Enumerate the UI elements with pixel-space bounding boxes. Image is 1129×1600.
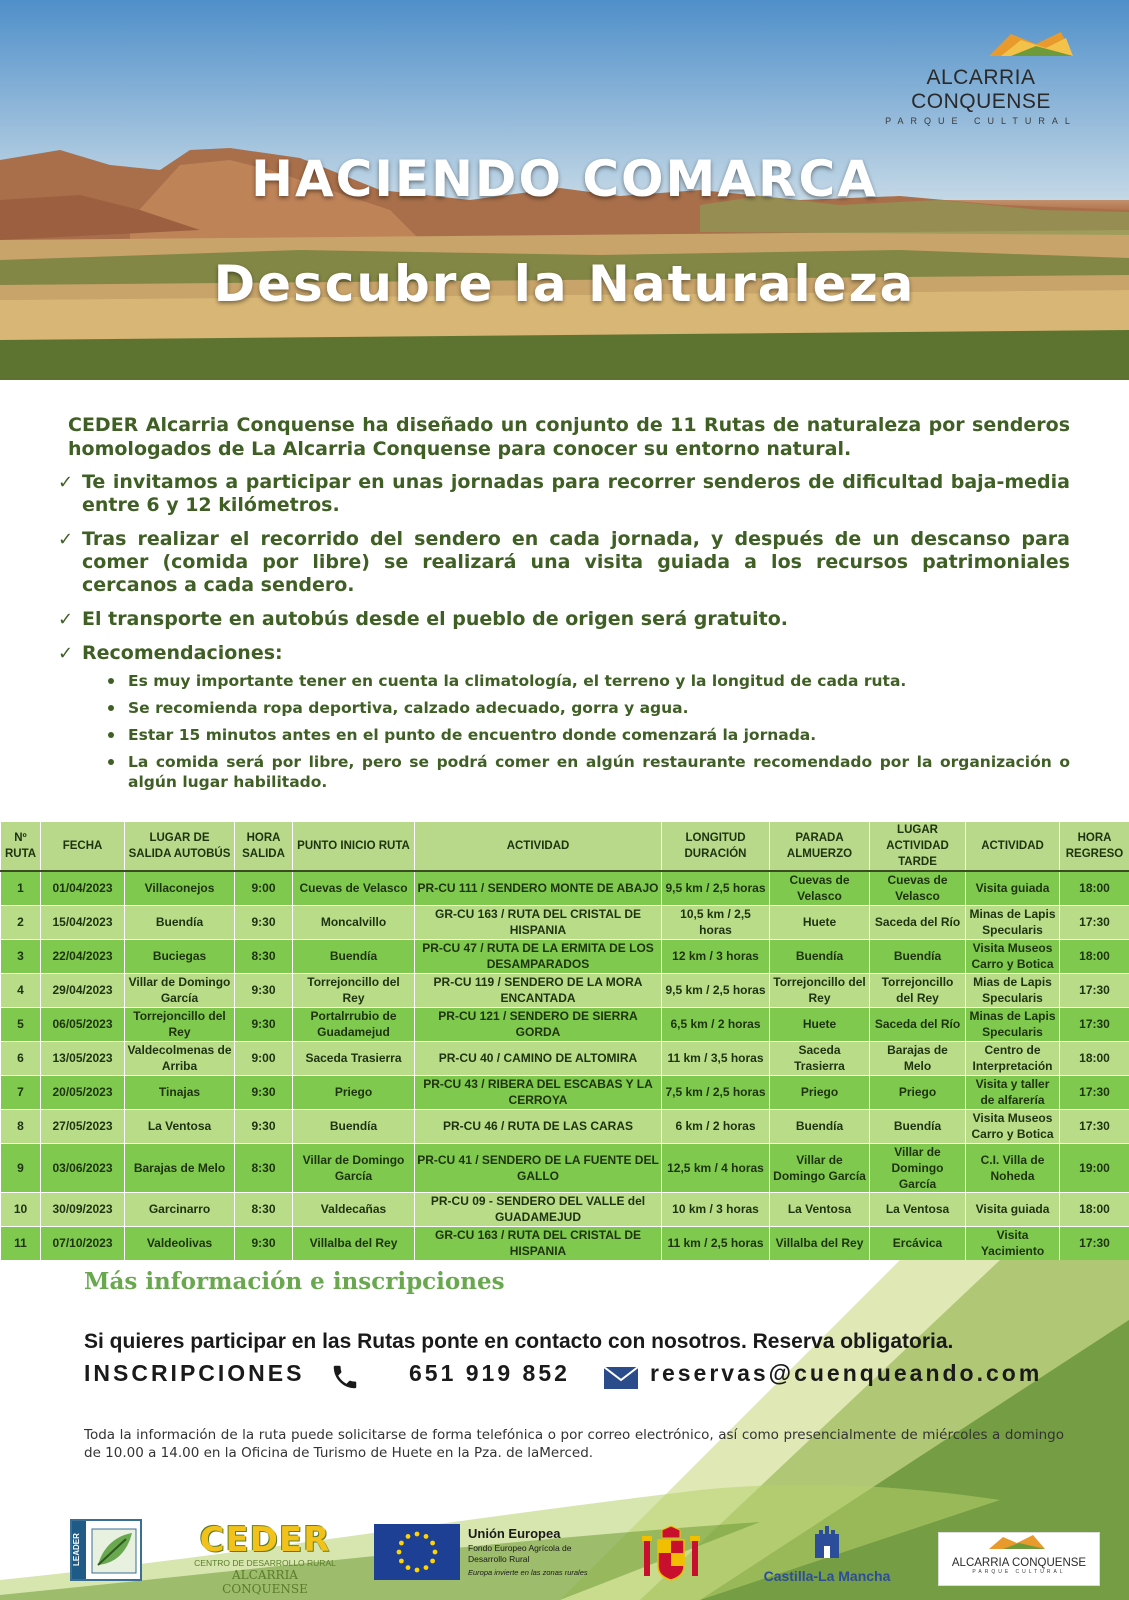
table-cell: 4 [1,973,41,1007]
alcarria-mark-icon [979,1533,1059,1551]
table-cell: Saceda del Río [870,905,966,939]
table-cell: 9:30 [235,1109,293,1143]
table-cell: Villar de Domingo García [125,973,235,1007]
table-cell: 9:30 [235,1007,293,1041]
table-cell: 9:30 [235,973,293,1007]
table-cell: 10 [1,1192,41,1226]
table-cell: Minas de Lapis Specularis [966,1007,1060,1041]
table-row [1,973,1129,1007]
inscriptions-label: INSCRIPCIONES [84,1360,305,1386]
table-cell: 10 km / 3 horas [662,1192,770,1226]
table-cell: GR-CU 163 / RUTA DEL CRISTAL DE HISPANIA [415,1226,662,1260]
table-cell: Valdecañas [293,1192,415,1226]
table-cell: 19:00 [1060,1143,1129,1192]
table-row [1,905,1129,939]
table-cell: Villalba del Rey [293,1226,415,1260]
table-cell: 17:30 [1060,1075,1129,1109]
table-cell: Visita guiada [966,1192,1060,1226]
check-list [58,471,1070,665]
check-item: ✓ Recomendaciones: [58,642,283,664]
ceder-logo: CEDER CENTRO DE DESARROLLO RURAL ALCARRIA CONQUENSE [194,1520,336,1596]
table-row [1,1192,1129,1226]
table-cell: 6 [1,1041,41,1075]
table-header-cell: PUNTO INICIO RUTA [293,822,415,872]
email-link[interactable]: reservas@cuenqueando.com [650,1360,1043,1386]
table-cell: Priego [293,1075,415,1109]
table-cell: Villar de Domingo García [293,1143,415,1192]
table-header-cell: FECHA [41,822,125,872]
table-cell: GR-CU 163 / RUTA DEL CRISTAL DE HISPANIA [415,905,662,939]
table-cell: 11 km / 3,5 horas [662,1041,770,1075]
check-icon: ✓ [58,609,74,630]
table-cell: 8:30 [235,1143,293,1192]
table-cell: 17:30 [1060,905,1129,939]
spain-coat-of-arms-icon [638,1526,704,1584]
table-cell: PR-CU 43 / RIBERA DEL ESCABAS Y LA CERROYA [415,1075,662,1109]
alcarria-conquense-logo: ALCARRIA CONQUENSE PARQUE CULTURAL [938,1532,1100,1586]
table-cell: Buendía [293,939,415,973]
check-item: ✓ Tras realizar el recorrido del sendero en cada jornada, y después de un descanso para comer (comida por libre) se realizará una visita guiada a los recursos patrimoniales cercanos a cada sendero. [58,528,1070,596]
table-cell: 27/05/2023 [41,1109,125,1143]
table-header-cell: LONGITUD DURACIÓN [662,822,770,872]
table-cell: Buendía [293,1109,415,1143]
intro-section [58,413,1070,799]
table-cell: PR-CU 09 - SENDERO DEL VALLE del GUADAMEJUD [415,1192,662,1226]
table-cell: 17:30 [1060,1007,1129,1041]
table-cell: Visita Yacimiento [966,1226,1060,1260]
table-cell: 29/04/2023 [41,973,125,1007]
table-row [1,1041,1129,1075]
table-cell: Saceda del Río [870,1007,966,1041]
table-row [1,1143,1129,1192]
hero-title: HACIENDO COMARCA [251,150,878,208]
table-cell: 17:30 [1060,1226,1129,1260]
table-cell: 22/04/2023 [41,939,125,973]
mail-icon [604,1367,638,1389]
table-cell: Mias de Lapis Specularis [966,973,1060,1007]
table-cell: 7,5 km / 2,5 horas [662,1075,770,1109]
table-cell: 9:30 [235,1226,293,1260]
table-cell: 9,5 km / 2,5 horas [662,973,770,1007]
table-row [1,1007,1129,1041]
eu-title: Unión Europea [468,1526,561,1541]
castle-icon [812,1524,842,1560]
table-cell: 8:30 [235,939,293,973]
table-cell: PR-CU 121 / SENDERO DE SIERRA GORDA [415,1007,662,1041]
table-cell: 7 [1,1075,41,1109]
table-cell: 10,5 km / 2,5 horas [662,905,770,939]
table-row [1,871,1129,905]
table-cell: Visita Museos Carro y Botica [966,1109,1060,1143]
table-header-cell: Nº RUTA [1,822,41,872]
table-cell: 20/05/2023 [41,1075,125,1109]
table-body [1,871,1129,1260]
table-cell: Huete [770,905,870,939]
table-cell: 18:00 [1060,871,1129,905]
table-cell: Torrejoncillo del Rey [125,1007,235,1041]
phone-number[interactable]: 651 919 852 [409,1360,570,1386]
table-cell: 18:00 [1060,1041,1129,1075]
info-title: Más información e inscripciones [84,1268,505,1295]
recommendations-list [58,671,1070,792]
table-cell: PR-CU 41 / SENDERO DE LA FUENTE DEL GALLO [415,1143,662,1192]
brand-subtitle: PARQUE CULTURAL [885,116,1077,126]
table-row [1,1226,1129,1260]
table-cell: 9:00 [235,871,293,905]
table-cell: 11 km / 2,5 horas [662,1226,770,1260]
table-cell: Cuevas de Velasco [870,871,966,905]
routes-table [0,821,1129,1261]
table-row [1,1109,1129,1143]
table-cell: PR-CU 46 / RUTA DE LAS CARAS [415,1109,662,1143]
table-cell: Visita y taller de alfarería [966,1075,1060,1109]
check-icon: ✓ [58,472,74,493]
table-cell: Moncalvillo [293,905,415,939]
check-item: ✓ El transporte en autobús desde el pueblo de origen será gratuito. [58,608,789,630]
eu-motto: Europa invierte en las zonas rurales [468,1568,588,1577]
check-icon: ✓ [58,643,74,664]
table-header-cell: PARADA ALMUERZO [770,822,870,872]
bullet-icon [108,678,114,684]
table-header-cell: ACTIVIDAD [415,822,662,872]
table-cell: 13/05/2023 [41,1041,125,1075]
recommendation-item: La comida será por libre, pero se podrá comer en algún restaurante recomendado por la organización o algún lugar habilitado. [106,752,1070,792]
table-cell: Ercávica [870,1226,966,1260]
eu-flag-icon [374,1524,460,1580]
table-cell: Portalrrubio de Guadamejud [293,1007,415,1041]
table-cell: 18:00 [1060,939,1129,973]
table-cell: Garcinarro [125,1192,235,1226]
table-cell: 11 [1,1226,41,1260]
table-cell: 8 [1,1109,41,1143]
table-cell: Buendía [770,939,870,973]
recommendation-item: Estar 15 minutos antes en el punto de encuentro donde comenzará la jornada. [106,725,1070,745]
table-row [1,1075,1129,1109]
table-cell: 9:30 [235,905,293,939]
table-cell: 6,5 km / 2 horas [662,1007,770,1041]
check-item: ✓ Te invitamos a participar en unas jornadas para recorrer senderos de dificultad baja-media entre 6 y 12 kilómetros. [58,471,1070,516]
table-cell: 12,5 km / 4 horas [662,1143,770,1192]
table-cell: PR-CU 119 / SENDERO DE LA MORA ENCANTADA [415,973,662,1007]
table-cell: Villaconejos [125,871,235,905]
table-cell: PR-CU 47 / RUTA DE LA ERMITA DE LOS DESAMPARADOS [415,939,662,973]
hero-banner [0,0,1129,380]
intro-lead: CEDER Alcarria Conquense ha diseñado un conjunto de 11 Rutas de naturaleza por senderos homologados de La Alcarria Conquense para conocer su entorno natural. [68,414,1070,460]
table-cell: 6 km / 2 horas [662,1109,770,1143]
bullet-icon [108,705,114,711]
table-cell: Villar de Domingo García [770,1143,870,1192]
table-cell: 12 km / 3 horas [662,939,770,973]
table-cell: Buciegas [125,939,235,973]
table-cell: Buendía [125,905,235,939]
table-cell: Cuevas de Velasco [293,871,415,905]
table-cell: 06/05/2023 [41,1007,125,1041]
table-cell: La Ventosa [870,1192,966,1226]
table-cell: Priego [770,1075,870,1109]
table-cell: Torrejoncillo del Rey [770,973,870,1007]
table-cell: Priego [870,1075,966,1109]
table-cell: Saceda Trasierra [770,1041,870,1075]
table-cell: Buendía [770,1109,870,1143]
table-header-cell: ACTIVIDAD [966,822,1060,872]
table-cell: Visita guiada [966,871,1060,905]
brand-logo [861,26,1101,126]
info-line: Si quieres participar en las Rutas ponte en contacto con nosotros. Reserva obligatoria. [84,1330,954,1353]
table-cell: Tinajas [125,1075,235,1109]
table-cell: Valdeolivas [125,1226,235,1260]
sponsor-logos [0,1508,1129,1598]
castilla-la-mancha-logo: Castilla-La Mancha [756,1524,898,1584]
table-cell: Villar de Domingo García [870,1143,966,1192]
table-cell: 30/09/2023 [41,1192,125,1226]
table-cell: PR-CU 40 / CAMINO DE ALTOMIRA [415,1041,662,1075]
brand-name: ALCARRIA CONQUENSE [911,66,1051,113]
table-cell: C.I. Villa de Noheda [966,1143,1060,1192]
table-cell: Centro de Interpretación [966,1041,1060,1075]
table-cell: Huete [770,1007,870,1041]
info-note: Toda la información de la ruta puede solicitarse de forma telefónica o por correo electrónico, así como presencialmente de miércoles a domingo de 10.00 a 14.00 en la Oficina de Turismo de Huete en la Pza. de laMerced. [84,1427,1064,1461]
table-row [1,939,1129,973]
table-cell: 2 [1,905,41,939]
eu-logo [374,1524,604,1580]
table-cell: Villalba del Rey [770,1226,870,1260]
table-cell: 3 [1,939,41,973]
table-cell: 07/10/2023 [41,1226,125,1260]
bullet-icon [108,732,114,738]
table-cell: Barajas de Melo [125,1143,235,1192]
brand-mark-icon [861,26,1101,64]
phone-icon [330,1362,360,1392]
table-cell: Cuevas de Velasco [770,871,870,905]
table-cell: 8:30 [235,1192,293,1226]
table-cell: 03/06/2023 [41,1143,125,1192]
table-cell: Barajas de Melo [870,1041,966,1075]
table-cell: Valdecolmenas de Arriba [125,1041,235,1075]
table-cell: 01/04/2023 [41,871,125,905]
table-header-row [1,822,1129,872]
table-header-cell: LUGAR ACTIVIDAD TARDE [870,822,966,872]
table-cell: Buendía [870,1109,966,1143]
table-cell: 1 [1,871,41,905]
bullet-icon [108,759,114,765]
table-cell: 9 [1,1143,41,1192]
table-cell: Buendía [870,939,966,973]
table-cell: 9:30 [235,1075,293,1109]
recommendation-item: Es muy importante tener en cuenta la climatología, el terreno y la longitud de cada ruta. [106,671,1070,691]
table-cell: 18:00 [1060,1192,1129,1226]
table-cell: Torrejoncillo del Rey [870,973,966,1007]
leader-logo: LEADER [70,1519,142,1581]
table-cell: La Ventosa [125,1109,235,1143]
table-cell: Torrejoncillo del Rey [293,973,415,1007]
table-cell: Minas de Lapis Specularis [966,905,1060,939]
table-cell: PR-CU 111 / SENDERO MONTE DE ABAJO [415,871,662,905]
check-icon: ✓ [58,529,74,550]
table-cell: 9:00 [235,1041,293,1075]
recommendation-item: Se recomienda ropa deportiva, calzado adecuado, gorra y agua. [106,698,1070,718]
table-cell: 17:30 [1060,1109,1129,1143]
table-header-cell: HORA SALIDA [235,822,293,872]
table-cell: 17:30 [1060,973,1129,1007]
table-cell: 5 [1,1007,41,1041]
hero-subtitle: Descubre la Naturaleza [213,255,916,313]
leaf-icon [90,1525,138,1577]
table-cell: Saceda Trasierra [293,1041,415,1075]
table-cell: La Ventosa [770,1192,870,1226]
table-cell: 9,5 km / 2,5 horas [662,871,770,905]
table-header-cell: HORA REGRESO [1060,822,1129,872]
table-header-cell: LUGAR DE SALIDA AUTOBÚS [125,822,235,872]
eu-fund: Fondo Europeo Agrícola de Desarrollo Rural [468,1543,572,1564]
table-cell: Visita Museos Carro y Botica [966,939,1060,973]
table-cell: 15/04/2023 [41,905,125,939]
